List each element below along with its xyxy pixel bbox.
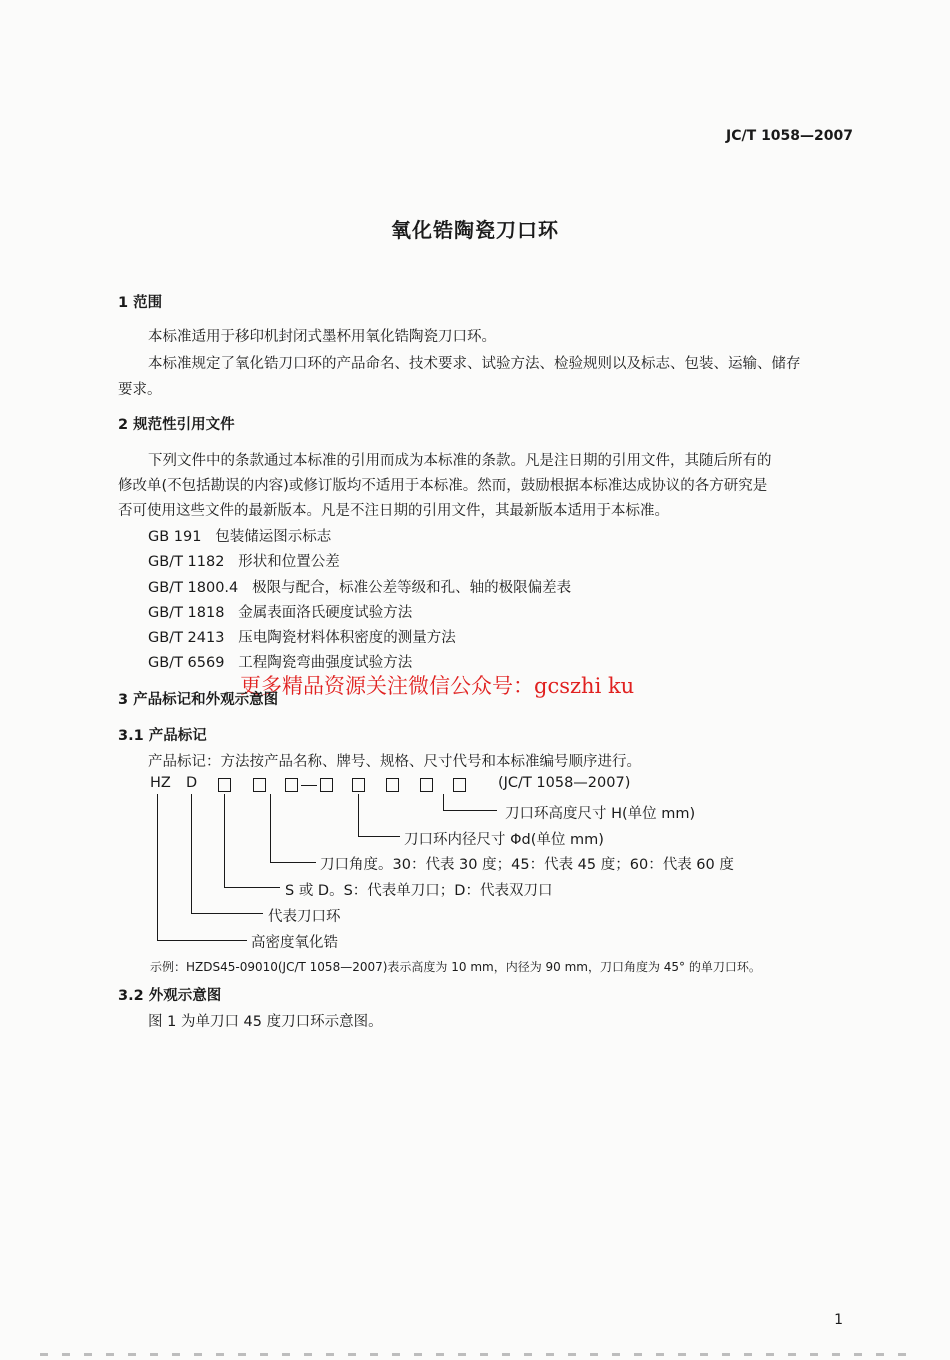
code-box-diameter-3 xyxy=(386,778,399,792)
leader-diameter xyxy=(358,794,359,836)
legend-single-double: S 或 D。S：代表单刀口；D：代表双刀口 xyxy=(285,883,553,899)
leader-height xyxy=(443,794,444,810)
code-box-diameter-2 xyxy=(352,778,365,792)
section-3-1-heading: 3.1 产品标记 xyxy=(118,728,207,744)
legend-height: 刀口环高度尺寸 H(单位 mm) xyxy=(505,806,696,822)
code-box-diameter-1 xyxy=(320,778,333,792)
leader-ring xyxy=(191,794,192,913)
leader-sd-h xyxy=(224,887,280,888)
section-2-paragraph-line-2: 修改单(不包括勘误的内容)或修订版均不适用于本标准。然而，鼓励根据本标准达成协议的各方研究是 xyxy=(118,478,768,494)
scan-edge-noise xyxy=(40,1353,920,1356)
reference-item: GB/T 6569 工程陶瓷弯曲强度试验方法 xyxy=(148,655,413,671)
section-2-paragraph-line-1: 下列文件中的条款通过本标准的引用而成为本标准的条款。凡是注日期的引用文件，其随后所有的 xyxy=(148,453,772,469)
leader-height-h xyxy=(443,810,497,811)
leader-angle xyxy=(270,794,271,862)
leader-ring-h xyxy=(191,913,263,914)
section-3-heading: 3 产品标记和外观示意图 xyxy=(118,692,279,708)
reference-item: GB 191 包装储运图示标志 xyxy=(148,529,332,545)
page-number: 1 xyxy=(834,1312,843,1328)
section-3-2-heading: 3.2 外观示意图 xyxy=(118,988,222,1004)
legend-ring: 代表刀口环 xyxy=(268,909,341,925)
marking-example: 示例：HZDS45-09010(JC/T 1058—2007)表示高度为 10 mm，内径为 90 mm，刀口角度为 45° 的单刀口环。 xyxy=(150,960,761,974)
leader-angle-h xyxy=(270,862,316,863)
section-2-paragraph-line-3: 否可使用这些文件的最新版本。凡是不注日期的引用文件，其最新版本适用于本标准。 xyxy=(118,503,669,519)
document-title: 氧化锆陶瓷刀口环 xyxy=(391,218,559,242)
leader-material-h xyxy=(157,940,247,941)
section-1-paragraph-1: 本标准适用于移印机封闭式墨杯用氧化锆陶瓷刀口环。 xyxy=(148,329,496,345)
leader-sd xyxy=(224,794,225,887)
standard-number: JC/T 1058—2007 xyxy=(726,128,853,144)
leader-material xyxy=(157,794,158,940)
section-1-paragraph-2-line-2: 要求。 xyxy=(118,382,162,398)
reference-item: GB/T 2413 压电陶瓷材料体积密度的测量方法 xyxy=(148,630,456,646)
section-2-heading: 2 规范性引用文件 xyxy=(118,417,235,433)
code-box-angle-2 xyxy=(285,778,298,792)
code-prefix-hz: HZ xyxy=(150,775,171,791)
code-letter-d: D xyxy=(186,775,198,791)
code-box-height-2 xyxy=(453,778,466,792)
section-3-1-text: 产品标记：方法按产品名称、牌号、规格、尺寸代号和本标准编号顺序进行。 xyxy=(148,754,641,770)
legend-material: 高密度氧化锆 xyxy=(251,935,338,951)
section-1-heading: 1 范围 xyxy=(118,295,163,311)
code-box-sd xyxy=(218,778,231,792)
leader-diameter-h xyxy=(358,836,400,837)
reference-item: GB/T 1182 形状和位置公差 xyxy=(148,554,340,570)
reference-item: GB/T 1818 金属表面洛氏硬度试验方法 xyxy=(148,605,413,621)
legend-diameter: 刀口环内径尺寸 Φd(单位 mm) xyxy=(404,832,604,848)
watermark-text: 更多精品资源关注微信公众号：gcszhi ku xyxy=(240,674,635,698)
section-3-2-text: 图 1 为单刀口 45 度刀口环示意图。 xyxy=(148,1014,383,1030)
section-1-paragraph-2-line-1: 本标准规定了氧化锆刀口环的产品命名、技术要求、试验方法、检验规则以及标志、包装、运输、储存 xyxy=(148,356,801,372)
code-standard-ref: (JC/T 1058—2007) xyxy=(498,775,631,791)
legend-angle: 刀口角度。30：代表 30 度；45：代表 45 度；60：代表 60 度 xyxy=(320,857,734,873)
code-dash xyxy=(301,785,317,786)
code-box-angle-1 xyxy=(253,778,266,792)
code-box-height-1 xyxy=(420,778,433,792)
reference-item: GB/T 1800.4 极限与配合，标准公差等级和孔、轴的极限偏差表 xyxy=(148,580,572,596)
